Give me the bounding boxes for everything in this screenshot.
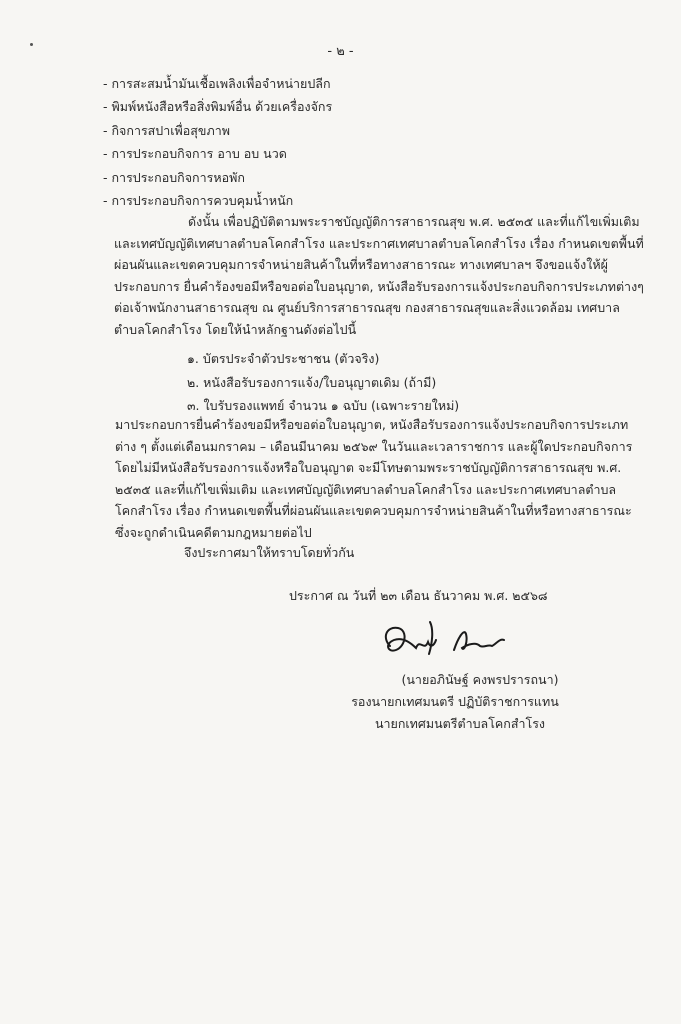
list-item: - พิมพ์หนังสือหรือสิ่งพิมพ์อื่น ด้วยเครื่องจักร [103,99,333,115]
handwritten-signature [372,608,522,668]
page-number: - ๒ - [327,44,354,59]
list-item: - การประกอบกิจการ อาบ อบ นวด [103,146,287,162]
closing-statement: จึงประกาศมาให้ทราบโดยทั่วกัน [184,545,355,560]
list-item: ๓. ใบรับรองแพทย์ จำนวน ๑ ฉบับ (เฉพาะรายใหม่) [187,398,460,413]
penalty-paragraph: มาประกอบการยื่นคำร้องขอมีหรือขอต่อใบอนุญาต, หนังสือรับรองการแจ้งประกอบกิจการประเภทต่าง ๆ ตั้งแต่เดือนมกราคม – เดือนมีนาคม ๒๕๖๙ ในวันและเวลาราชการ และผู้ใดประกอบกิจการโดยไม่มีหนังสือรับรองการแจ้งหรือใบอนุญาต จะมีโทษตามพระราชบัญญัติการสาธารณสุข พ.ศ. ๒๕๓๕ และที่แก้ไขเพิ่มเติม และเทศบัญญัติเทศบาลตำบลโคกสำโรง และประกาศเทศบาลตำบลโคกสำโรง เรื่อง กำหนดเขตพื้นที่ผ่อนผันและเขตควบคุมการจำหน่ายสินค้าในที่หรือทางสาธารณะ ซึ่งจะถูกดำเนินคดีตามกฎหมายต่อไป [115,417,633,540]
business-type-list [103,72,332,212]
list-item: - การประกอบกิจการควบคุมน้ำหนัก [103,193,294,209]
announcement-paragraph: ดังนั้น เพื่อปฏิบัติตามพระราชบัญญัติการสาธารณสุข พ.ศ. ๒๕๓๕ และที่แก้ไขเพิ่มเติม และเทศบัญญัติเทศบาลตำบลโคกสำโรง และประกาศเทศบาลตำบลโคกสำโรง เรื่อง กำหนดเขตพื้นที่ผ่อนผันและเขตควบคุมการจำหน่ายสินค้าในที่หรือทางสาธารณะ ทางเทศบาลฯ จึงขอแจ้งให้ผู้ประกอบการ ยื่นคำร้องขอมีหรือขอต่อใบอนุญาต, หนังสือรับรองการแจ้งประกอบกิจการประเภทต่างๆ ต่อเจ้าพนักงานสาธารณสุข ณ ศูนย์บริการสาธารณสุข กองสาธารณสุขและสิ่งแวดล้อม เทศบาลตำบลโคกสำโรง โดยให้นำหลักฐานดังต่อไปนี้ [114,214,644,337]
signatory-block [330,669,580,735]
required-documents-list [187,347,459,418]
list-item: ๒. หนังสือรับรองการแจ้ง/ใบอนุญาตเดิม (ถ้ามี) [187,374,437,390]
list-item: - การประกอบกิจการหอพัก [103,169,245,185]
announcement-date: ประกาศ ณ วันที่ ๒๓ เดือน ธันวาคม พ.ศ. ๒๕๖๘ [289,588,548,603]
list-item: - กิจการสปาเพื่อสุขภาพ [103,122,230,138]
list-item: ๑. บัตรประจำตัวประชาชน (ตัวจริง) [187,351,380,366]
list-item: - การสะสมน้ำมันเชื้อเพลิงเพื่อจำหน่ายปลีก [103,76,331,91]
signatory-name: (นายอภินัษฐ์ คงพรปรารถนา) [401,672,559,687]
signatory-title: นายกเทศมนตรีตำบลโคกสำโรง [374,716,546,731]
signatory-title: รองนายกเทศมนตรี ปฏิบัติราชการแทน [351,694,559,709]
